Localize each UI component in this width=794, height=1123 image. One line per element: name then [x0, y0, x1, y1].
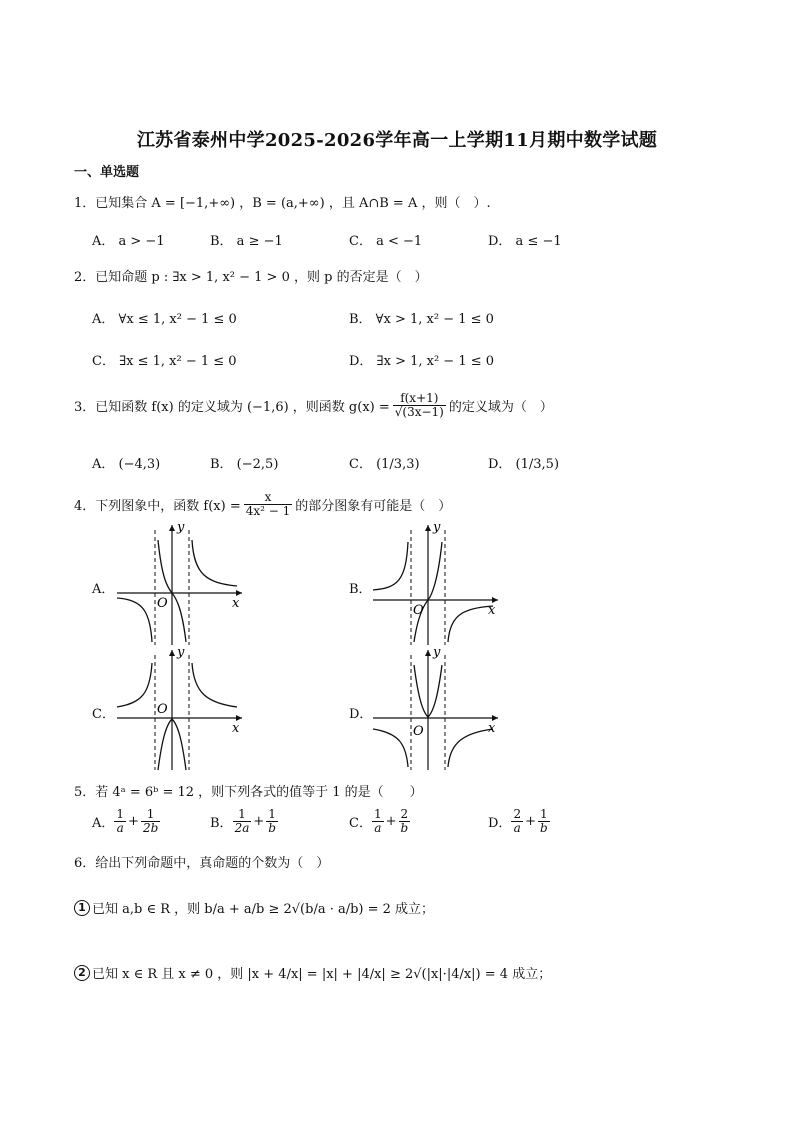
section-heading: 一、单选题 [74, 165, 140, 180]
graph-d-origin: O [413, 724, 424, 739]
question-3-fraction [393, 392, 446, 418]
graph-d-x-label: x [488, 721, 496, 736]
graph-b-x-label: x [488, 603, 496, 618]
question-2-option-b: B． ∀x > 1, x² − 1 ≤ 0 [349, 312, 494, 327]
question-2-option-d: D． ∃x > 1, x² − 1 ≤ 0 [349, 354, 495, 369]
graph-b-y-label: y [433, 520, 441, 535]
question-5-options [0, 808, 794, 848]
numerator: 1 [141, 808, 160, 822]
numerator: 1 [266, 808, 278, 822]
plus-sign: + [253, 813, 265, 829]
denominator: b [539, 820, 548, 835]
denominator: 2a [234, 820, 250, 835]
numerator: 1 [538, 808, 550, 822]
numerator: 2 [399, 808, 411, 822]
question-5-stem: 5．若 4ᵃ = 6ᵇ = 12 ，则下列各式的值等于 1 的是（ ） [74, 785, 423, 800]
fraction [266, 808, 278, 834]
item-1-number-icon: 1 [74, 900, 90, 916]
denominator: b [400, 820, 409, 835]
graph-a-x-label: x [232, 596, 240, 611]
question-1-option-c: C． a < −1 [349, 234, 423, 249]
option-label: C． [349, 815, 372, 831]
graph-a-label: A． [92, 582, 115, 597]
fraction [141, 808, 160, 834]
fraction [399, 808, 411, 834]
plus-sign: + [525, 813, 536, 829]
denominator: b [268, 820, 276, 835]
graph-c-y-label: y [177, 645, 185, 660]
item-2-text: 已知 x ∈ R 且 x ≠ 0 ，则 |x + 4/x| = |x| + |4/x| ≥ 2√(|x|·|4/x|) = 4 成立； [92, 967, 552, 982]
plus-sign: + [385, 813, 397, 829]
graph-d [368, 645, 503, 775]
question-6-item-2 [74, 963, 551, 982]
numerator: 1 [116, 807, 125, 821]
denominator: a [116, 820, 124, 835]
question-3-option-c: C． (1/3,3) [349, 457, 420, 472]
question-4-stem-tail: 的部分图象有可能是（ ） [295, 498, 452, 514]
question-3-numerator: f(x+1) [393, 392, 446, 406]
fraction [114, 808, 126, 834]
question-3-option-a: A． (−4,3) [92, 457, 161, 472]
question-3-stem-lead: 3．已知函数 f(x) 的定义域为 (−1,6) ，则函数 g(x) = [74, 399, 390, 415]
denominator: a [513, 820, 521, 835]
denominator: 2b [142, 820, 159, 835]
fraction [233, 808, 252, 834]
plus-sign: + [128, 813, 139, 829]
graph-d-y-label: y [433, 645, 441, 660]
question-6-stem: 6．给出下列命题中，真命题的个数为（ ） [74, 856, 330, 871]
question-1-stem: 1．已知集合 A = [−1,+∞) ，B = (a,+∞) ，且 A∩B = A ，则（ ）. [74, 196, 491, 211]
question-3-stem [74, 392, 553, 418]
question-3-option-b: B． (−2,5) [210, 457, 279, 472]
graph-c-origin: O [157, 702, 168, 717]
graph-c-label: C． [92, 707, 115, 722]
fraction [538, 808, 550, 834]
question-2-stem: 2．已知命题 p : ∃x > 1, x² − 1 > 0 ，则 p 的否定是（ ） [74, 270, 428, 285]
graph-b-origin: O [413, 603, 424, 618]
graph-b [368, 520, 503, 650]
question-4-denominator: 4x² − 1 [245, 503, 291, 518]
fraction [511, 808, 523, 834]
item-2-number-icon: 2 [74, 965, 90, 981]
fraction [372, 808, 384, 834]
option-label: B． [210, 815, 233, 831]
question-1-option-b: B． a ≥ −1 [210, 234, 283, 249]
graph-b-label: B． [349, 582, 372, 597]
item-1-text: 已知 a,b ∈ R ，则 b/a + a/b ≥ 2√(b/a · a/b) = 2 成立； [92, 902, 435, 917]
graph-a-y-label: y [177, 520, 185, 535]
question-2-option-c: C． ∃x ≤ 1, x² − 1 ≤ 0 [92, 354, 237, 369]
question-3-denominator: √(3x−1) [394, 404, 444, 419]
question-4-fraction [244, 491, 293, 517]
question-4-numerator: x [244, 491, 293, 505]
numerator: 1 [233, 808, 252, 822]
graph-c [112, 645, 247, 775]
question-5-option-a [92, 808, 160, 834]
question-5-option-d [488, 808, 550, 834]
question-3-option-d: D． (1/3,5) [488, 457, 560, 472]
question-3-stem-tail: 的定义域为（ ） [448, 399, 553, 415]
question-4-stem [74, 491, 451, 517]
question-1-option-d: D． a ≤ −1 [488, 234, 562, 249]
option-label: A． [92, 815, 115, 831]
graph-d-label: D． [349, 707, 373, 722]
graph-c-x-label: x [232, 721, 240, 736]
denominator: a [374, 820, 382, 835]
numerator: 1 [373, 807, 382, 821]
option-label: D． [488, 815, 512, 831]
question-1-option-a: A． a > −1 [92, 234, 165, 249]
page-title: 江苏省泰州中学2025-2026学年高一上学期11月期中数学试题 [136, 130, 658, 151]
graph-a-origin: O [157, 596, 168, 611]
question-2-option-a: A． ∀x ≤ 1, x² − 1 ≤ 0 [92, 312, 237, 327]
numerator: 2 [513, 807, 522, 821]
question-5-option-b [210, 808, 278, 834]
question-4-stem-lead: 4．下列图象中，函数 f(x) = [74, 498, 241, 514]
graph-a [112, 520, 247, 650]
question-5-option-c [349, 808, 410, 834]
question-6-item-1 [74, 898, 434, 917]
